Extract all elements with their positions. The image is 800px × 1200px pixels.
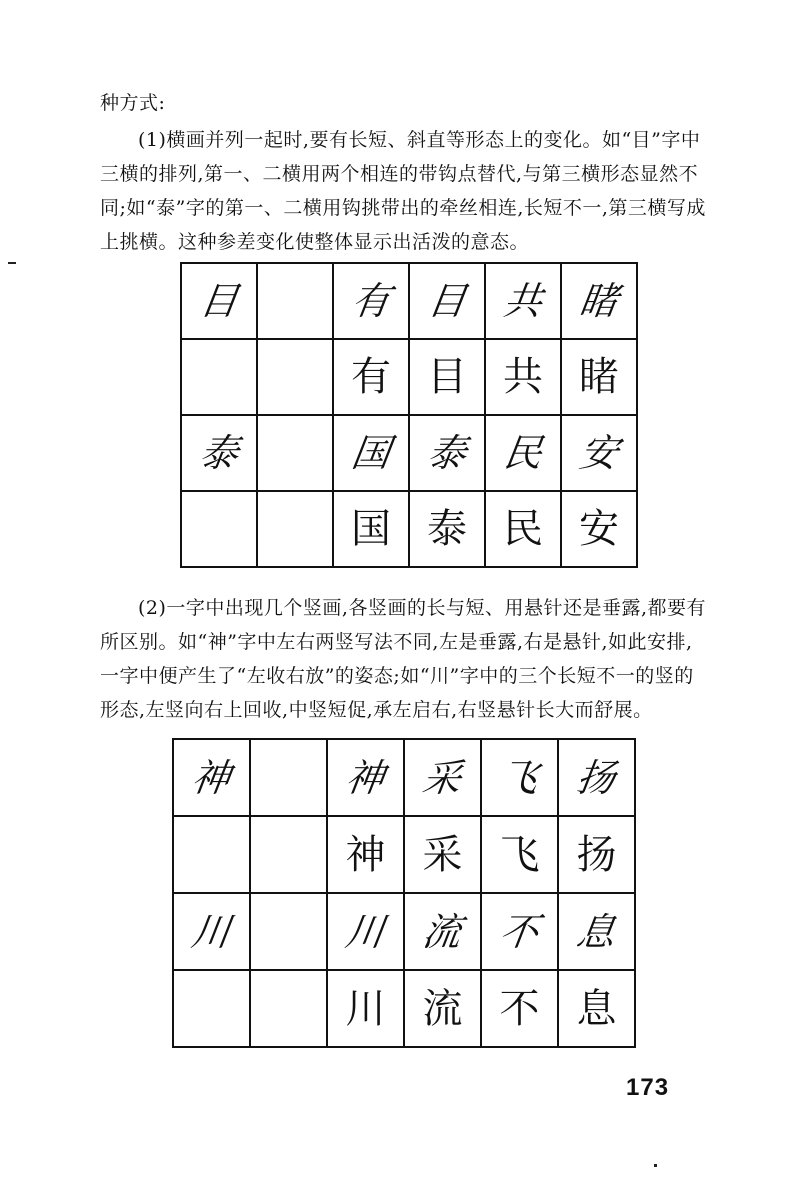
grid-row — [181, 263, 637, 339]
scan-speck — [8, 262, 16, 264]
grid-cell: 神 — [343, 755, 388, 800]
paragraph-vertical-strokes: (2)一字中出现几个竖画,各竖画的长与短、用悬针还是垂露,都要有所区别。如“神”字中左右两竖写法不同,左是垂露,右是悬针,如此安排,一字中便产生了“左收右放”的姿态;如“川”字中的三个长短不一的竖的形态,左竖向右上回收,中竖短促,承左启右,右竖悬针长大而舒展。 — [100, 597, 706, 721]
grid-cell: 神 — [189, 755, 234, 800]
grid-cell: 民 — [503, 506, 543, 552]
grid-cell: 流 — [420, 909, 465, 954]
grid-row — [173, 739, 635, 816]
grid-cell: 目 — [427, 354, 467, 400]
grid-cell: 飞 — [497, 755, 542, 800]
grid-cell: 共 — [500, 279, 546, 323]
grid-row — [181, 339, 637, 415]
grid-row — [173, 970, 635, 1047]
grid-cell: 息 — [574, 909, 619, 954]
grid-cell: 睹 — [576, 279, 622, 323]
scan-speck — [654, 1164, 657, 1167]
grid-row — [181, 491, 637, 567]
grid-cell: 泰 — [427, 506, 467, 552]
calligraphy-grid-horizontal — [180, 262, 638, 568]
grid-cell: 有 — [348, 279, 394, 323]
paragraph-horizontal-strokes: (1)横画并列一起时,要有长短、斜直等形态上的变化。如“目”字中三横的排列,第一、二横用两个相连的带钩点替代,与第三横形态显然不同;如“泰”字的第一、二横用钩挑带出的牵丝相连,长短不一,第三横写成上挑横。这种参差变化使整体显示出活泼的意态。 — [100, 129, 706, 253]
grid-cell: 川 — [343, 909, 388, 954]
grid-cell: 息 — [576, 985, 617, 1032]
grid-cell: 民 — [500, 431, 546, 475]
grid-cell: 飞 — [499, 831, 540, 878]
grid-cell: 安 — [576, 431, 622, 475]
grid-cell: 不 — [499, 985, 540, 1032]
grid-cell: 川 — [189, 909, 234, 954]
page-number: 173 — [626, 1074, 670, 1101]
grid-cell: 泰 — [424, 431, 470, 475]
grid-cell: 目 — [424, 279, 470, 323]
grid-row — [181, 415, 637, 491]
grid-row — [173, 816, 635, 893]
grid-cell: 不 — [497, 909, 542, 954]
calligraphy-grid-vertical — [172, 738, 636, 1048]
grid-cell: 目 — [196, 279, 242, 323]
grid-row — [173, 893, 635, 970]
grid-cell: 国 — [348, 431, 394, 475]
grid-cell: 神 — [345, 831, 386, 878]
grid-cell: 流 — [422, 985, 463, 1032]
grid-cell: 采 — [420, 755, 465, 800]
grid-cell: 川 — [345, 985, 386, 1032]
grid-cell: 扬 — [576, 831, 617, 878]
grid-cell: 泰 — [196, 431, 242, 475]
grid-cell: 共 — [503, 354, 543, 400]
grid-cell: 采 — [422, 831, 463, 878]
grid-cell: 有 — [351, 354, 391, 400]
intro-text: 种方式: — [100, 92, 166, 114]
grid-cell: 安 — [579, 506, 619, 552]
grid-cell: 国 — [351, 506, 391, 552]
grid-cell: 睹 — [579, 354, 619, 400]
grid-cell: 扬 — [574, 755, 619, 800]
